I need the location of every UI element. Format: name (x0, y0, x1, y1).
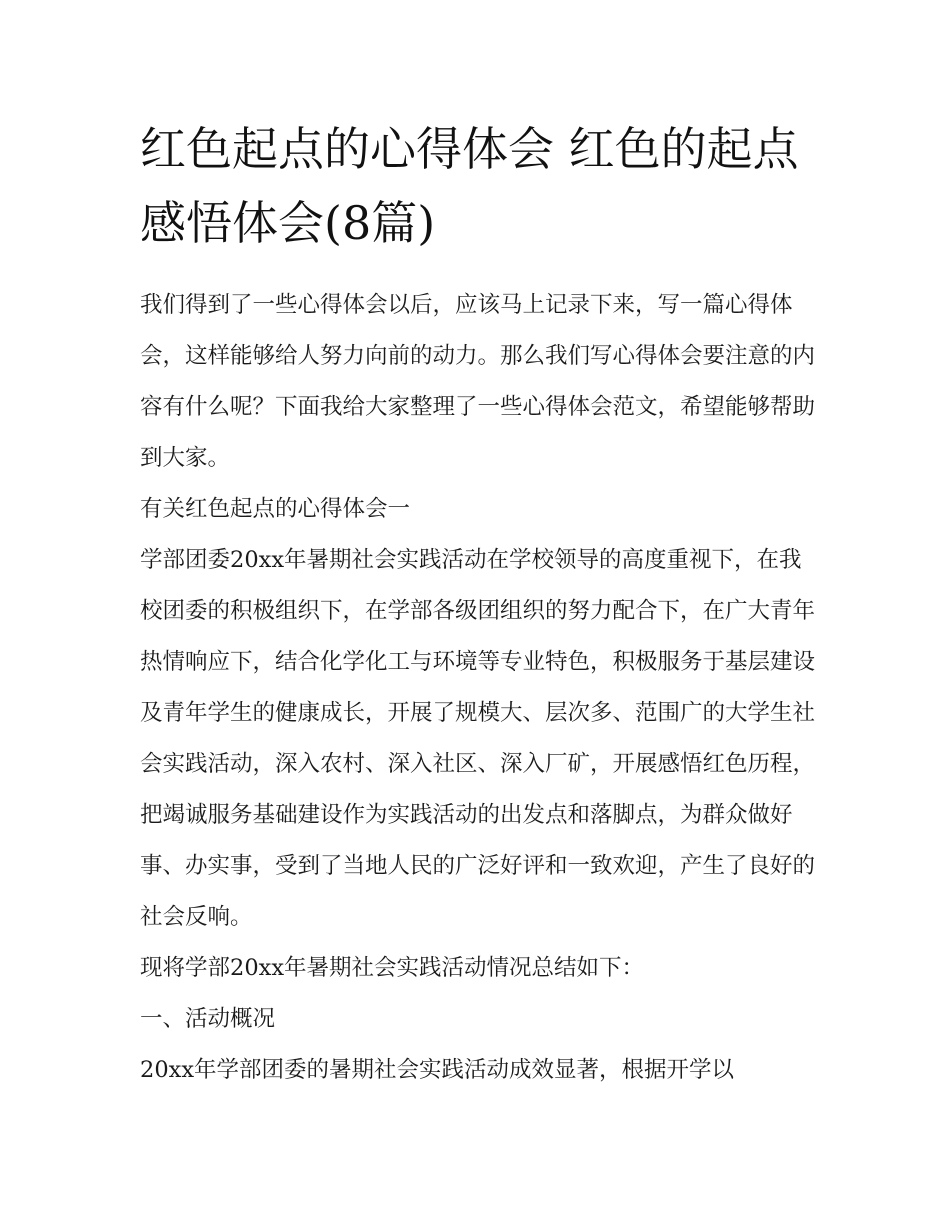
paragraph-section-heading: 有关红色起点的心得体会一 (140, 496, 411, 522)
paragraph-activity-overview-heading: 一、活动概况 (140, 1006, 276, 1032)
paragraph-intro: 我们得到了一些心得体会以后，应该马上记录下来，写一篇心得体会，这样能够给人努力向前的动力。那么我们写心得体会要注意的内容有什么呢？下面我给大家整理了一些心得体会范文，希望能够帮助到大家。 (140, 292, 816, 471)
paragraph-summary-intro: 现将学部20xx年暑期社会实践活动情况总结如下： (140, 955, 645, 981)
document-body (140, 280, 820, 1096)
document-title: 红色起点的心得体会 红色的起点感悟体会(8篇) (140, 122, 799, 250)
paragraph-practice-summary: 学部团委20xx年暑期社会实践活动在学校领导的高度重视下，在我校团委的积极组织下，在学部各级团组织的努力配合下，在广大青年热情响应下，结合化学化工与环境等专业特色，积极服务于基层建设及青年学生的健康成长，开展了规模大、层次多、范围广的大学生社会实践活动，深入农村、深入社区、深入厂矿，开展感悟红色历程，把竭诚服务基础建设作为实践活动的出发点和落脚点，为群众做好事、办实事，受到了当地人民的广泛好评和一致欢迎，产生了良好的社会反响。 (140, 547, 816, 930)
paragraph-activity-overview: 20xx年学部团委的暑期社会实践活动成效显著，根据开学以 (140, 1057, 735, 1083)
